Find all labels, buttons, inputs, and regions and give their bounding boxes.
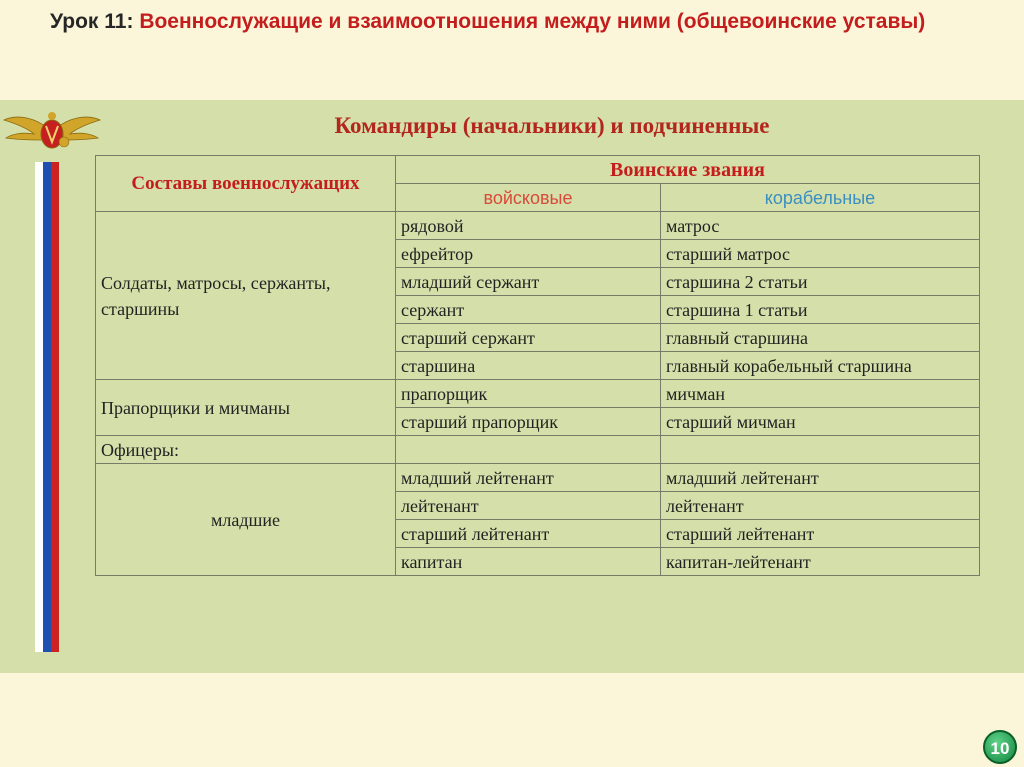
navy-rank-cell: старший лейтенант [661, 520, 980, 548]
double-eagle-emblem-icon [2, 102, 102, 162]
army-rank-cell: прапорщик [396, 380, 661, 408]
army-rank-cell: капитан [396, 548, 661, 576]
table-heading: Командиры (начальники) и подчиненные [334, 113, 770, 138]
lesson-title: Военнослужащие и взаимоотношения между ними (общевоинские уставы) [139, 10, 926, 33]
russian-flag-stripe [35, 162, 59, 652]
personnel-group-cell: младшие [96, 464, 396, 576]
header-military-ranks: Воинские звания [396, 156, 980, 184]
navy-rank-cell: главный корабельный старшина [661, 352, 980, 380]
navy-rank-cell: старшина 2 статьи [661, 268, 980, 296]
navy-rank-cell: матрос [661, 212, 980, 240]
header-personnel-categories: Составы военнослужащих [96, 156, 396, 212]
slide-title [50, 10, 990, 34]
flag-blue-stripe [43, 162, 51, 652]
table-header-row [96, 156, 980, 184]
army-rank-cell: старший сержант [396, 324, 661, 352]
army-rank-cell: ефрейтор [396, 240, 661, 268]
army-rank-cell [396, 436, 661, 464]
flag-red-stripe [51, 162, 59, 652]
ranks-table [95, 155, 980, 576]
lesson-prefix: Урок 11: [50, 10, 134, 33]
ranks-table-body [96, 156, 980, 576]
army-rank-cell: старший лейтенант [396, 520, 661, 548]
navy-rank-cell: старший мичман [661, 408, 980, 436]
navy-rank-cell [661, 436, 980, 464]
navy-rank-cell: старшина 1 статьи [661, 296, 980, 324]
table-row [96, 464, 980, 492]
army-rank-cell: старший прапорщик [396, 408, 661, 436]
header-army-ranks: войсковые [396, 184, 661, 212]
army-rank-cell: рядовой [396, 212, 661, 240]
army-rank-cell: лейтенант [396, 492, 661, 520]
army-rank-cell: старшина [396, 352, 661, 380]
navy-rank-cell: лейтенант [661, 492, 980, 520]
personnel-group-cell: Офицеры: [96, 436, 396, 464]
navy-rank-cell: младший лейтенант [661, 464, 980, 492]
army-rank-cell: младший сержант [396, 268, 661, 296]
table-row [96, 436, 980, 464]
navy-rank-cell: мичман [661, 380, 980, 408]
army-rank-cell: сержант [396, 296, 661, 324]
navy-rank-cell: главный старшина [661, 324, 980, 352]
table-row [96, 380, 980, 408]
table-row [96, 212, 980, 240]
header-navy-ranks: корабельные [661, 184, 980, 212]
navy-rank-cell: старший матрос [661, 240, 980, 268]
army-rank-cell: младший лейтенант [396, 464, 661, 492]
flag-white-stripe [35, 162, 43, 652]
personnel-group-cell: Солдаты, матросы, сержанты, старшины [96, 212, 396, 380]
personnel-group-cell: Прапорщики и мичманы [96, 380, 396, 436]
navy-rank-cell: капитан-лейтенант [661, 548, 980, 576]
page-number-badge: 10 [983, 730, 1017, 764]
